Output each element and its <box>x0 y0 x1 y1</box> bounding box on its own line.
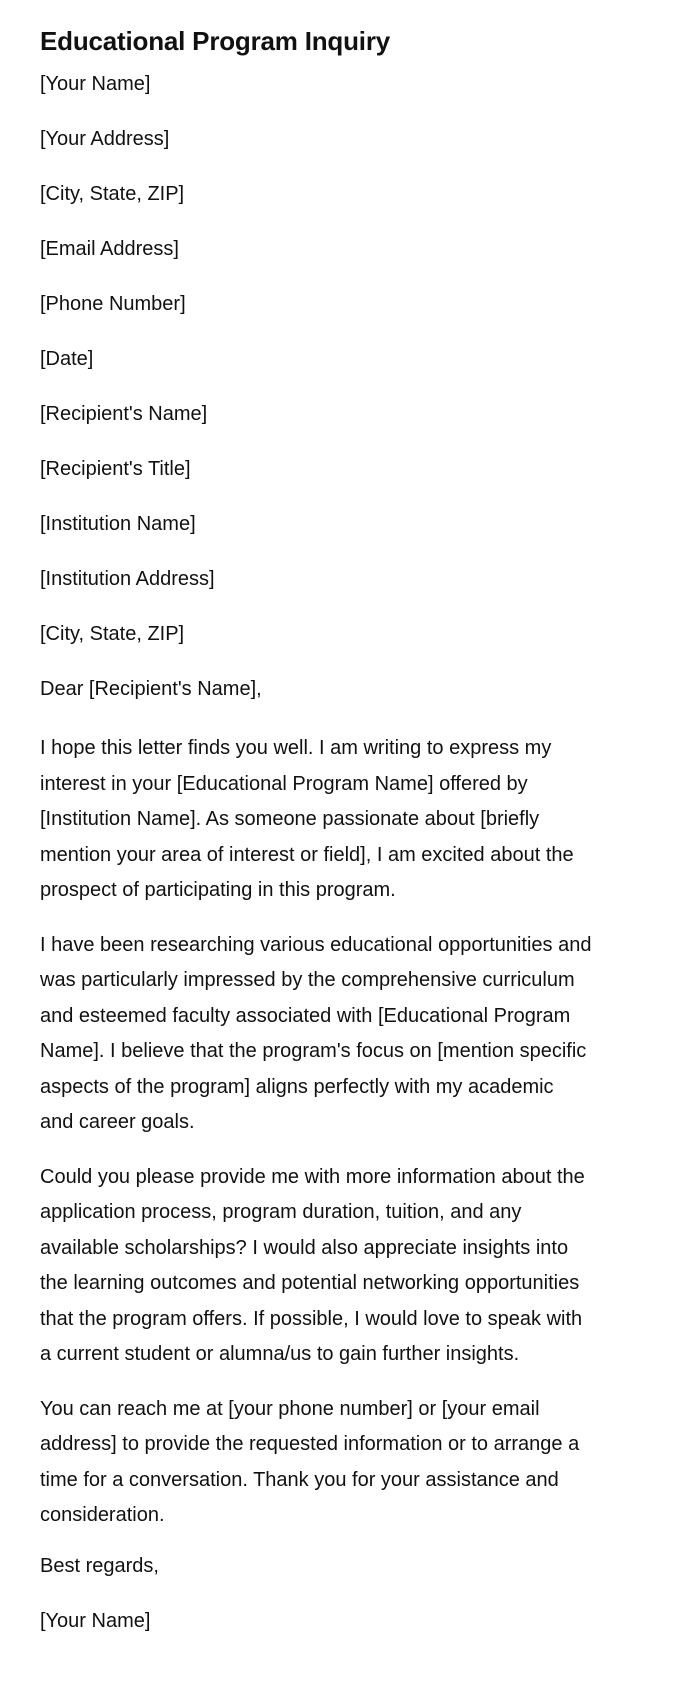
body-paragraph: You can reach me at [your phone number] or [your email address] to provide the requested information or to arrange a time for a conversation. Thank you for your assistance and consideration. <box>40 1397 580 1526</box>
sender-name: [Your Name] <box>40 73 151 95</box>
sender-address: [Your Address] <box>40 128 170 150</box>
body-paragraph: I hope this letter finds you well. I am writing to express my interest in your [Educational Program Name] offered by [Institution Name]. As someone passionate about [briefly mention your area of interest or field], I am excited about the prospect of participating in this program. <box>40 737 574 901</box>
body-paragraph: I have been researching various educational opportunities and was particularly impressed by the comprehensive curriculum and esteemed faculty associated with [Educational Program Name]. I believe that the program's focus on [mention specific aspects of the program] aligns perfectly with my academic and career goals. <box>40 933 592 1133</box>
recipient-title: [Recipient's Title] <box>40 458 191 480</box>
body-paragraph: Could you please provide me with more information about the application process, program duration, tuition, and any available scholarships? I would also appreciate insights into the learning outcomes and potential networking opportunities that the program offers. If possible, I would love to speak with a current student or alumna/us to gain further insights. <box>40 1165 585 1365</box>
recipient-city-state-zip: [City, State, ZIP] <box>40 623 185 645</box>
recipient-institution: [Institution Name] <box>40 513 196 535</box>
sender-phone: [Phone Number] <box>40 293 186 315</box>
document-title: Educational Program Inquiry <box>40 26 390 56</box>
closing: Best regards, <box>40 1554 159 1577</box>
letter-date: [Date] <box>40 348 94 370</box>
sender-email: [Email Address] <box>40 238 179 260</box>
salutation: Dear [Recipient's Name], <box>40 678 262 700</box>
signature-name: [Your Name] <box>40 1609 151 1632</box>
recipient-address: [Institution Address] <box>40 568 215 590</box>
sender-city-state-zip: [City, State, ZIP] <box>40 183 185 205</box>
recipient-name: [Recipient's Name] <box>40 403 208 425</box>
